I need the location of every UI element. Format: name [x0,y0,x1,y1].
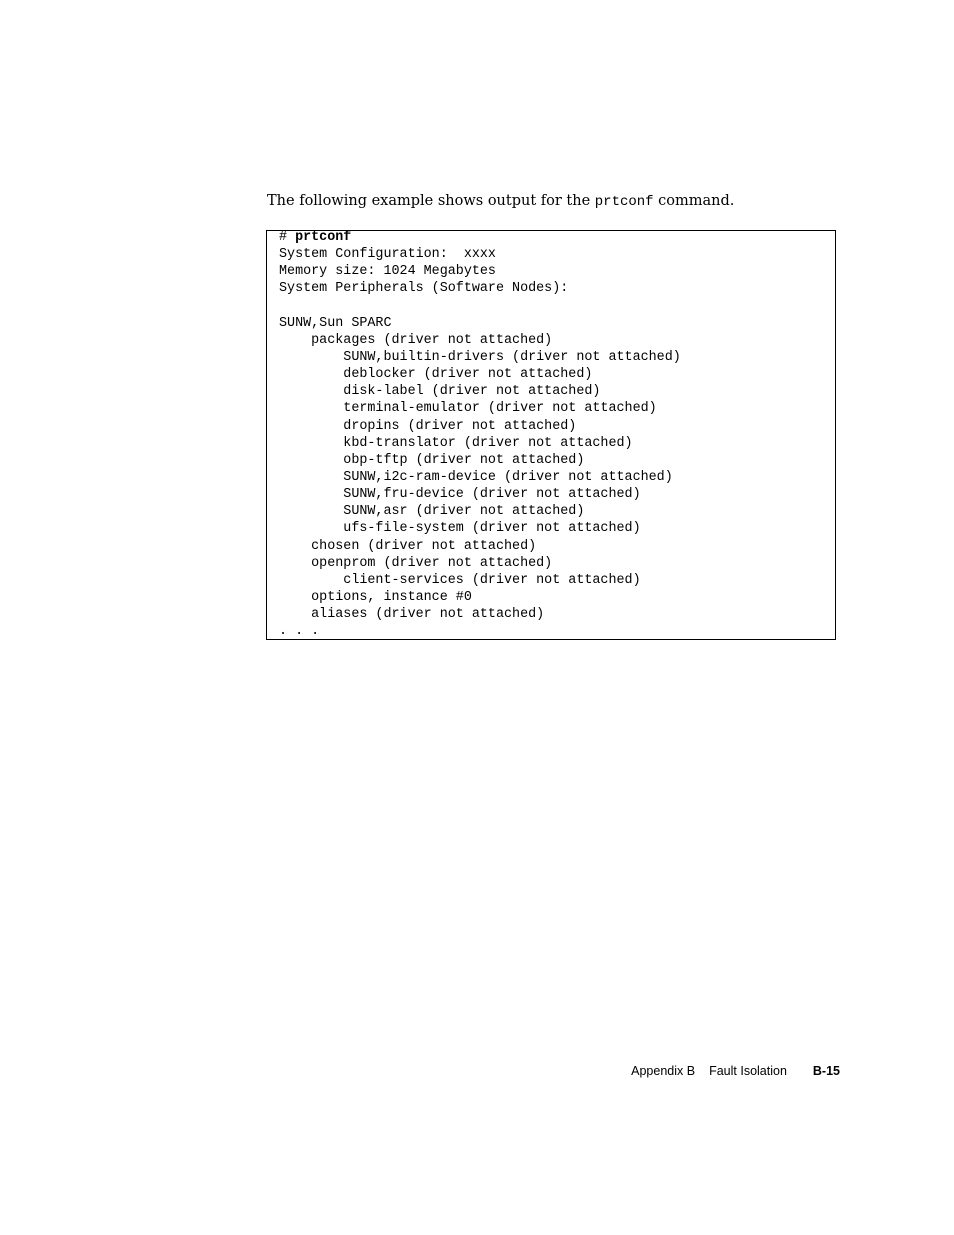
code-line: System Configuration: xxxx [279,247,496,263]
code-line: chosen (driver not attached) [279,538,537,554]
code-line: SUNW,i2c-ram-device (driver not attached) [279,469,673,485]
code-line: System Peripherals (Software Nodes): [279,281,569,297]
code-line: options, instance #0 [279,589,472,605]
code-line: SUNW,asr (driver not attached) [279,504,585,520]
code-line: packages (driver not attached) [279,332,553,348]
code-line: Memory size: 1024 Megabytes [279,264,496,280]
intro-command: prtconf [594,194,654,210]
code-line: ufs-file-system (driver not attached) [279,521,641,537]
code-line: dropins (driver not attached) [279,418,577,434]
code-listing [279,229,681,640]
code-line: disk-label (driver not attached) [279,384,601,400]
code-prompt-line [279,229,681,246]
code-line: kbd-translator (driver not attached) [279,435,633,451]
footer-appendix: Appendix B [631,1064,696,1078]
code-example-box [266,230,836,640]
code-line: deblocker (driver not attached) [279,367,593,383]
code-prompt: # [279,230,296,245]
code-line: obp-tftp (driver not attached) [279,452,585,468]
page-footer [631,1063,840,1079]
intro-text-after: command. [653,193,735,209]
intro-text-before: The following example shows output for the [267,193,595,209]
code-line: client-services (driver not attached) [279,572,641,588]
code-line: openprom (driver not attached) [279,555,553,571]
code-line: SUNW,Sun SPARC [279,315,392,331]
code-line: SUNW,builtin-drivers (driver not attached) [279,349,681,365]
page-number: B-15 [812,1064,840,1078]
code-line: terminal-emulator (driver not attached) [279,401,657,417]
code-line [279,298,681,315]
footer-chapter: Fault Isolation [709,1064,787,1078]
code-line: SUNW,fru-device (driver not attached) [279,487,641,503]
code-command: prtconf [295,230,352,245]
code-line: aliases (driver not attached) [279,607,545,623]
code-line: . . . [279,624,320,640]
intro-paragraph [267,191,734,212]
